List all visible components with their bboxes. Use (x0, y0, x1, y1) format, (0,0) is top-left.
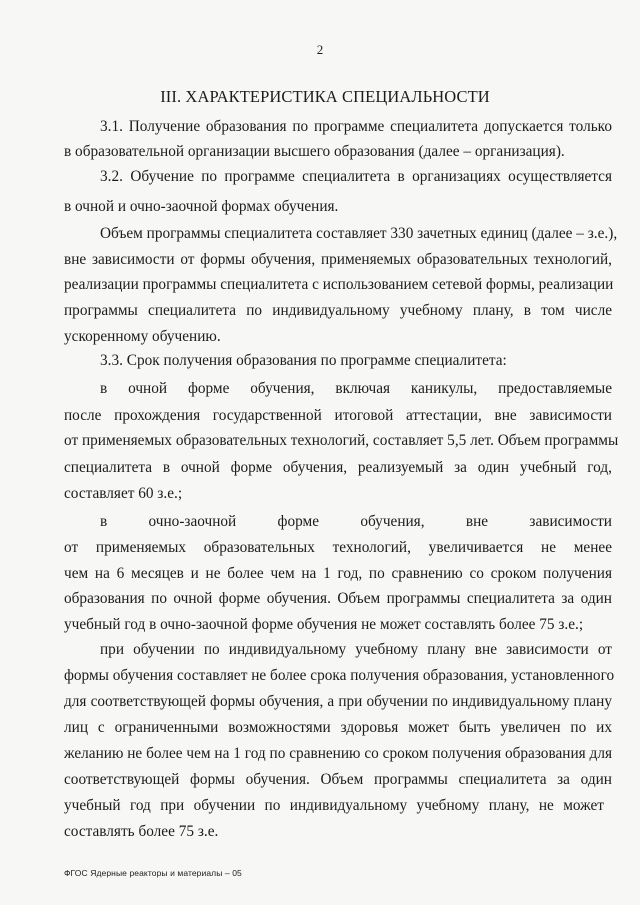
text-line: учебный год в очно-заочной форме обучения не может составлять более 75 з.е.; (64, 616, 584, 633)
text-line: желанию не более чем на 1 год по сравнению со сроком получения образования для (64, 745, 612, 762)
text-line: при обучении по индивидуальному учебному плану вне зависимости от (100, 641, 612, 658)
text-line: от применяемых образовательных технологий, составляет 5,5 лет. Объем программы (64, 432, 619, 449)
text-line: чем на 6 месяцев и не более чем на 1 год, по сравнению со сроком получения (64, 565, 612, 582)
text-line: ускоренному обучению. (64, 328, 221, 345)
text-line: составляет 60 з.е.; (64, 485, 183, 502)
text-line: программы специалитета по индивидуальному учебному плану, в том числе (64, 302, 612, 319)
page-number: 2 (316, 42, 324, 57)
text-line: в очной форме обучения, включая каникулы, предоставляемые (100, 380, 612, 397)
text-line: соответствующей формы обучения. Объем программы специалитета за один (64, 771, 612, 788)
text-line: формы обучения составляет не более срока получения образования, установленного (64, 667, 615, 684)
text-line: 3.1. Получение образования по программе специалитета допускается только (100, 118, 612, 135)
text-line: образования по очной форме обучения. Объем программы специалитета за один (64, 590, 612, 607)
text-line: лиц с ограниченными возможностями здоровья может быть увеличен по их (64, 719, 612, 736)
text-line: после прохождения государственной итоговой аттестации, вне зависимости (64, 407, 612, 424)
text-line: 3.2. Обучение по программе специалитета в организациях осуществляется (100, 168, 612, 185)
section-heading: III. ХАРАКТЕРИСТИКА СПЕЦИАЛЬНОСТИ (160, 87, 490, 106)
text-line: составлять более 75 з.е. (64, 823, 219, 840)
text-line: реализации программы специалитета с использованием сетевой формы, реализации (64, 276, 614, 293)
text-line: специалитета в очной форме обучения, реализуемый за один учебный год, (64, 459, 612, 476)
footer-text: ФГОС Ядерные реакторы и материалы – 05 (64, 868, 242, 878)
text-line: вне зависимости от формы обучения, применяемых образовательных технологий, (64, 251, 612, 268)
text-line: в очно-заочной форме обучения, вне зависимости (100, 513, 612, 530)
text-line: в образовательной организации высшего образования (далее – организация). (64, 143, 565, 160)
text-line: учебный год при обучении по индивидуальному учебному плану, не может (64, 797, 604, 814)
text-line: 3.3. Срок получения образования по программе специалитета: (100, 352, 507, 369)
text-line: Объем программы специалитета составляет 330 зачетных единиц (далее – з.е.), (100, 225, 618, 242)
text-line: от применяемых образовательных технологий, увеличивается не менее (64, 539, 612, 556)
text-line: в очной и очно-заочной формах обучения. (64, 198, 339, 215)
text-line: для соответствующей формы обучения, а при обучении по индивидуальному плану (64, 693, 612, 710)
